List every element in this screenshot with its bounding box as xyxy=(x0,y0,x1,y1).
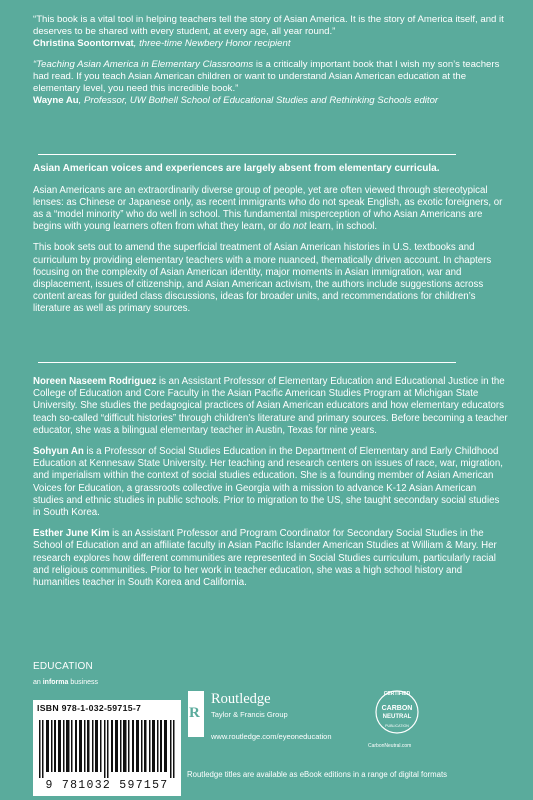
divider-bottom xyxy=(38,362,456,363)
ebook-availability-note: Routledge titles are available as eBook editions in a range of digital formats xyxy=(187,770,448,779)
category-label: EDUCATION xyxy=(33,661,93,672)
divider-top xyxy=(38,154,456,155)
endorsements xyxy=(33,14,508,107)
informa-business-label: an informa business xyxy=(33,679,98,686)
isbn-barcode-box xyxy=(33,700,181,796)
barcode-icon xyxy=(39,720,175,778)
svg-text:PUBLICATION: PUBLICATION xyxy=(385,724,409,728)
isbn-text: ISBN 978-1-032-59715-7 xyxy=(37,703,142,713)
carbon-neutral-badge-icon xyxy=(372,686,422,744)
publisher-url[interactable]: www.routledge.com/eyeoneducation xyxy=(211,732,332,741)
publisher-subtitle: Taylor & Francis Group xyxy=(211,710,288,719)
author-bio-1: Noreen Naseem Rodriguez is an Assistant Professor of Elementary Education and Educational Justice in the College of Education and Core Faculty in the Asian Pacific American Studies Program at Michigan State University. She studies the pedagogical practices of Asian American educators and how elementary educators teach so-called “difficult histories” through children’s literature and primary sources. Before becoming a teacher educator, she was a bilingual elementary teacher in Austin, Texas for nine years. xyxy=(33,376,508,436)
svg-text:CERTIFIED: CERTIFIED xyxy=(383,691,411,697)
endorsement-attribution-2: Wayne Au, Professor, UW Bothell School of Educational Studies and Rethinking Schools editor xyxy=(33,95,439,107)
description xyxy=(33,163,508,316)
routledge-logo-icon: R xyxy=(188,691,204,737)
barcode-digits: 9 781032 597157 xyxy=(45,779,169,792)
author-bios xyxy=(33,376,508,589)
author-bio-3: Esther June Kim is an Assistant Professor and Program Coordinator for Secondary Social Studies in the School of Education and an affiliate faculty in Asian Pacific Islander American Studies at William & Mary. Her research explores how different communities are represented in Social Studies curriculum, particularly racial and religious communities. Prior to her work in teacher education, she was a high school history and humanities teacher in South Korea and California. xyxy=(33,528,497,589)
endorsement-quote-1: “This book is a vital tool in helping teachers tell the story of Asian America. It is the story of America itself, and it deserves to be shared with every student, at every age, all year round.” xyxy=(33,14,504,38)
author-bio-2: Sohyun An is a Professor of Social Studies Education in the Department of Elementary and Early Childhood Education at Kennesaw State University. Her teaching and research centers on issues of race, war, migration, and imperialism within the context of social studies education. She is a founding member of Asian American Voices for Education, a grassroots collective in Georgia with a mission to advance K-12 Asian American studies and ethnic studies in public schools. Prior to migration to the US, she taught secondary social studies in South Korea. xyxy=(33,446,503,519)
description-lead: Asian American voices and experiences are largely absent from elementary curricula. xyxy=(33,163,440,174)
svg-text:NEUTRAL: NEUTRAL xyxy=(382,714,412,720)
publisher-name: Routledge xyxy=(211,691,271,707)
carbon-neutral-url: CarbonNeutral.com xyxy=(368,743,412,749)
description-paragraph-1: Asian Americans are an extraordinarily diverse group of people, yet are often viewed through stereotypical lenses: as Chinese or Japanese only, as recent immigrants who do not speak English, as exotic foreigners, or as a “model minority” who do well in school. This fundamental misperception of who Asian Americans are begins with young learners often from what they learn, or do not learn, in school. xyxy=(33,184,503,233)
svg-text:CARBON: CARBON xyxy=(381,705,413,712)
description-paragraph-2: This book sets out to amend the superficial treatment of Asian American histories in U.S. textbooks and curriculum by providing elementary teachers with a more nuanced, thematically driven account. In chapters focusing on the complexity of Asian American identity, major moments in Asian immigration, war and displacement, issues of citizenship, and Asian American activism, the authors include suggestions across content areas for guided class discussions, ideas for broader units, and recommendations for children’s literature as well as primary sources. xyxy=(33,242,492,315)
category-block xyxy=(33,661,508,686)
endorsement-quote-2: “Teaching Asian America in Elementary Classrooms is a critically important book that I wish my son’s teachers had read. If you teach Asian American children or want to understand Asian American education at the elementary level, you need this incredible book.” xyxy=(33,58,500,95)
endorsement-attribution-1: Christina Soontornvat, three-time Newbery Honor recipient xyxy=(33,38,291,50)
